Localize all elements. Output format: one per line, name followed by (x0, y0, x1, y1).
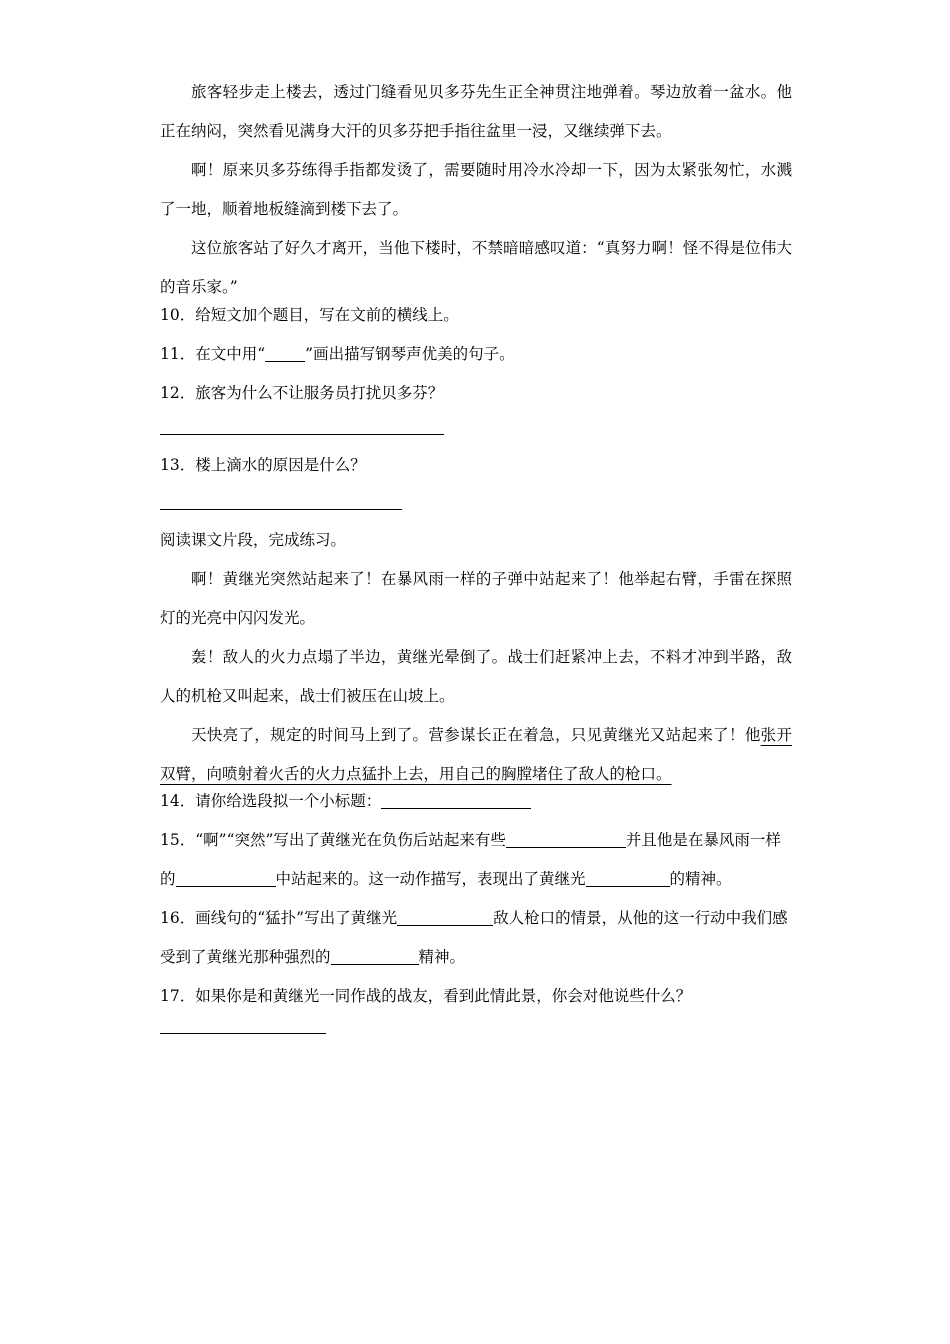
passage-paragraph: 旅客轻步走上楼去，透过门缝看见贝多芬先生正全神贯注地弹着。琴边放着一盆水。他正在纳闷，突然看见满身大汗的贝多芬把手指往盆里一浸，又继续弹下去。 (160, 83, 792, 140)
question-12: 12．旅客为什么不让服务员打扰贝多芬？ (160, 384, 444, 402)
question-16: 16．画线句的“猛扑”写出了黄继光 敌人枪口的情景，从他的这一行动中我们感受到了黄继光那种强烈的 精神。 (160, 909, 788, 966)
passage-paragraph: 天快亮了，规定的时间马上到了。营参谋长正在着急，只见黄继光又站起来了！他张开双臂，向喷射着火舌的火力点猛扑上去，用自己的胸膛堵住了敌人的枪口。 (160, 726, 792, 783)
question-14: 14．请你给选段拟一个小标题： (160, 782, 792, 821)
question-10: 10．给短文加个题目，写在文前的横线上。 (160, 306, 459, 324)
answer-blank-15a[interactable] (506, 832, 626, 849)
question-17: 17．如果你是和黄继光一同作战的战友，看到此情此景，你会对他说些什么？ (160, 987, 692, 1005)
passage-huangjiguang (160, 560, 792, 794)
passage-beethoven (160, 73, 792, 307)
questions-14-17 (160, 782, 792, 1016)
passage-paragraph: 轰！敌人的火力点塌了半边，黄继光晕倒了。战士们赶紧冲上去，不料才冲到半路，敌人的机枪又叫起来，战士们被压在山坡上。 (160, 648, 792, 705)
section-instruction: 阅读课文片段，完成练习。 (160, 531, 347, 549)
question-11: 11．在文中用“ ”画出描写钢琴声优美的句子。 (160, 345, 515, 363)
question-15: 15．“啊”“突然”写出了黄继光在负伤后站起来有些 并且他是在暴风雨一样的 中站起来的。这一动作描写，表现出了黄继光 的精神。 (160, 831, 781, 888)
passage-paragraph: 啊！黄继光突然站起来了！在暴风雨一样的子弹中站起来了！他举起右臂，手雷在探照灯的光亮中闪闪发光。 (160, 570, 792, 627)
question-13: 13．楼上滴水的原因是什么？ (160, 456, 366, 474)
answer-blank-15b[interactable] (176, 871, 276, 888)
answer-line-13[interactable] (160, 509, 402, 510)
answer-blank-16b[interactable] (331, 949, 419, 966)
passage-paragraph: 这位旅客站了好久才离开，当他下楼时，不禁暗暗感叹道：“真努力啊！怪不得是位伟大的音乐家。” (160, 239, 792, 296)
answer-line-12[interactable] (160, 434, 444, 435)
answer-line-17[interactable] (160, 1033, 326, 1034)
answer-blank-15c[interactable] (586, 871, 670, 888)
answer-blank-14[interactable] (381, 793, 531, 810)
answer-blank-16a[interactable] (397, 910, 493, 927)
passage-paragraph: 啊！原来贝多芬练得手指都发烫了，需要随时用冷水冷却一下，因为太紧张匆忙，水溅了一地，顺着地板缝滴到楼下去了。 (160, 161, 792, 218)
questions-10-11 (160, 296, 792, 374)
underline-sample (265, 346, 305, 363)
underlined-sentence: 张开双臂，向喷射着火舌的火力点猛扑上去，用自己的胸膛堵住了敌人的枪口。 (160, 726, 792, 783)
